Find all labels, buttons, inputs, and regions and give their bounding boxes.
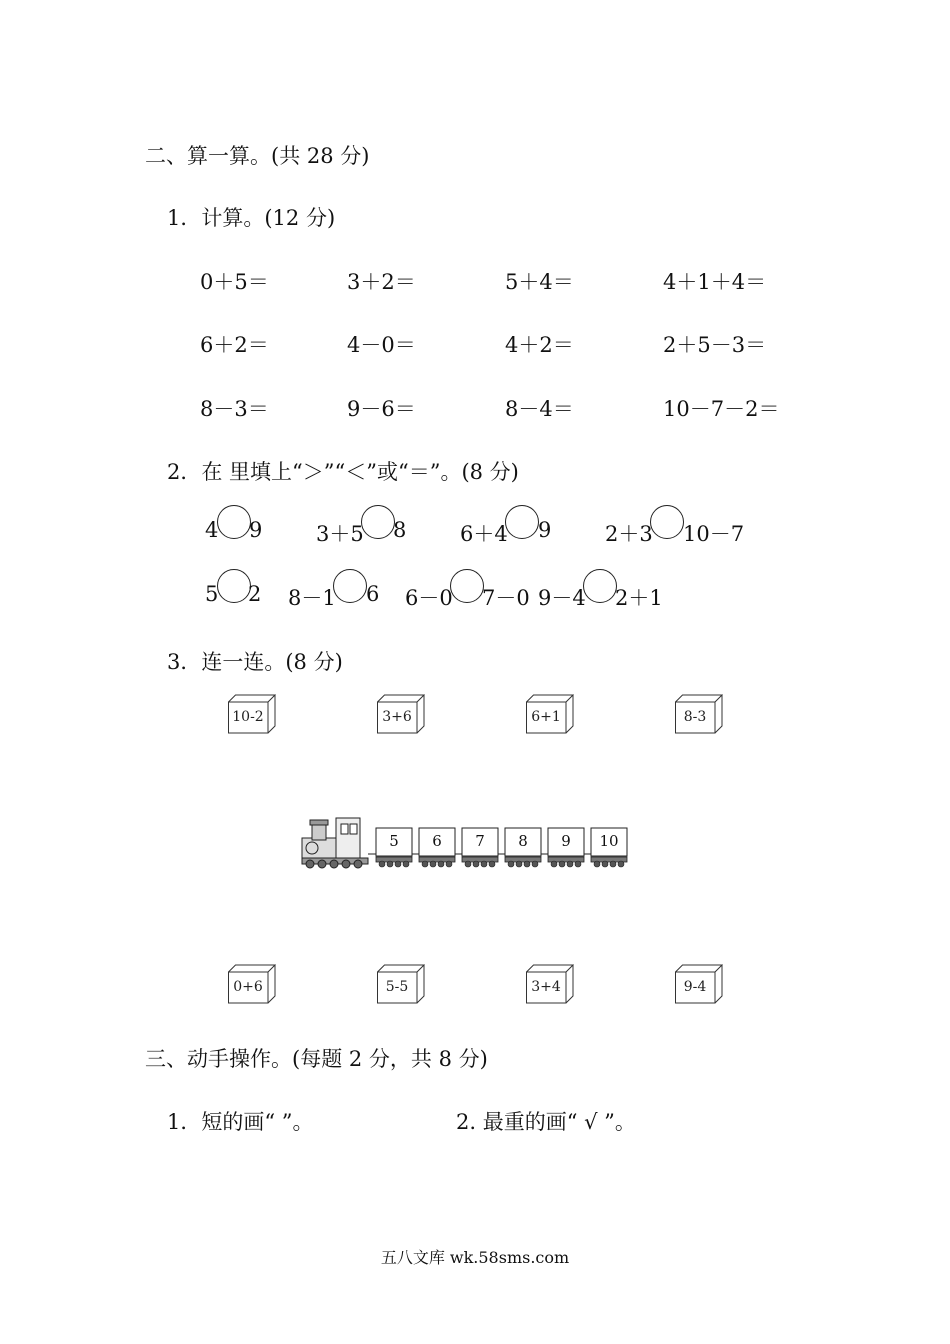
compare-left: 3＋5 — [316, 522, 364, 546]
equation: 3＋2＝ — [347, 270, 416, 294]
compare-right: 2＋1 — [615, 586, 663, 610]
compare-right: 6 — [366, 582, 380, 606]
expression-cube[interactable] — [526, 694, 574, 734]
section2-title: 二、算一算。(共 28 分) — [145, 144, 370, 168]
equation: 4＋1＋4＝ — [663, 270, 767, 294]
compare-left: 8－1 — [288, 586, 336, 610]
cube-label: 5-5 — [385, 979, 409, 995]
equation: 8－4＝ — [505, 397, 574, 421]
equation: 0＋5＝ — [200, 270, 269, 294]
compare-left: 6－0 — [405, 586, 453, 610]
cube-label: 8-3 — [683, 709, 707, 725]
compare-left: 6＋4 — [460, 522, 508, 546]
expression-cube[interactable] — [526, 964, 574, 1004]
equation: 10－7－2＝ — [663, 397, 780, 421]
footer-watermark: 五八文库 wk.58sms.com — [380, 1248, 570, 1267]
compare-right: 9 — [538, 518, 552, 542]
cube-label: 10-2 — [232, 709, 264, 725]
train — [300, 816, 640, 872]
compare-left: 4 — [205, 518, 219, 542]
answer-circle[interactable] — [450, 569, 484, 603]
compare-right: 8 — [393, 518, 407, 542]
expression-cube[interactable] — [675, 964, 723, 1004]
cube-label: 9-4 — [683, 979, 707, 995]
equation: 8－3＝ — [200, 397, 269, 421]
compare-right: 7－0 — [482, 586, 530, 610]
equation: 6＋2＝ — [200, 333, 269, 357]
q1-title: 1．计算。(12 分) — [167, 206, 336, 230]
expression-cube[interactable] — [228, 694, 276, 734]
answer-circle[interactable] — [361, 505, 395, 539]
equation: 9－6＝ — [347, 397, 416, 421]
answer-circle[interactable] — [333, 569, 367, 603]
cube-label: 6+1 — [531, 709, 561, 725]
answer-circle[interactable] — [650, 505, 684, 539]
wagon-number[interactable]: 8 — [518, 832, 528, 850]
q2-title: 2．在 里填上“＞”“＜”或“＝”。(8 分) — [167, 460, 519, 484]
compare-right: 9 — [249, 518, 263, 542]
cube-label: 0+6 — [233, 979, 263, 995]
answer-circle[interactable] — [217, 505, 251, 539]
expression-cube[interactable] — [675, 694, 723, 734]
wagon-number[interactable]: 5 — [389, 832, 399, 850]
q3-title: 3．连一连。(8 分) — [167, 650, 343, 674]
expression-cube[interactable] — [377, 694, 425, 734]
compare-left: 5 — [205, 582, 219, 606]
wagon-number[interactable]: 10 — [599, 832, 619, 850]
section3-title: 三、动手操作。(每题 2 分，共 8 分) — [145, 1047, 488, 1071]
expression-cube[interactable] — [377, 964, 425, 1004]
compare-right: 2 — [248, 582, 262, 606]
equation: 2＋5－3＝ — [663, 333, 767, 357]
compare-right: 10－7 — [683, 522, 745, 546]
compare-left: 2＋3 — [605, 522, 653, 546]
answer-circle[interactable] — [505, 505, 539, 539]
wagon-number[interactable]: 7 — [475, 832, 485, 850]
cube-label: 3+6 — [382, 709, 412, 725]
compare-left: 9－4 — [538, 586, 586, 610]
expression-cube[interactable] — [228, 964, 276, 1004]
equation: 4－0＝ — [347, 333, 416, 357]
wagon-number[interactable]: 9 — [561, 832, 571, 850]
equation: 5＋4＝ — [505, 270, 574, 294]
section3-q2: 2. 最重的画“ √ ”。 — [456, 1110, 636, 1134]
answer-circle[interactable] — [583, 569, 617, 603]
equation: 4＋2＝ — [505, 333, 574, 357]
section3-q1: 1．短的画“ ”。 — [167, 1110, 314, 1134]
answer-circle[interactable] — [217, 569, 251, 603]
wagon-number[interactable]: 6 — [432, 832, 442, 850]
cube-label: 3+4 — [531, 979, 561, 995]
